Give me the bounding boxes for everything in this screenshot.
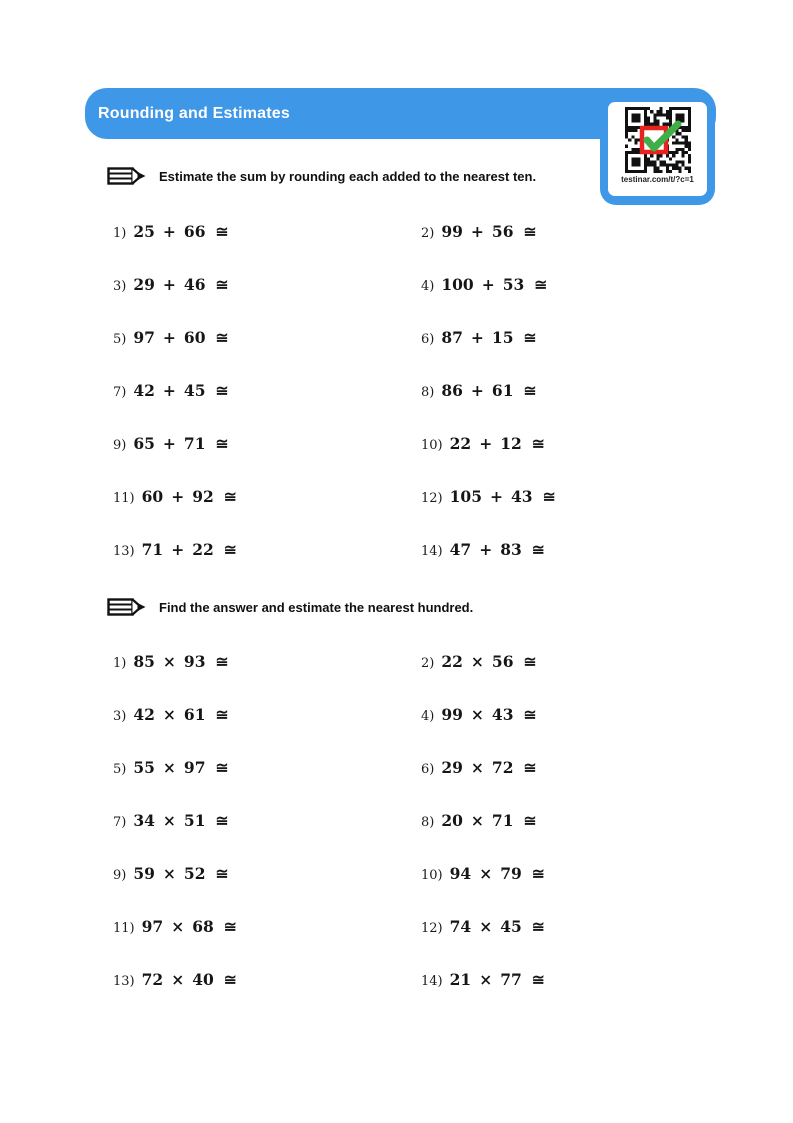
problem-item [421,222,733,241]
problem-item [421,652,733,671]
problem-number: 13) [113,974,135,989]
problem-number: 10) [421,868,443,883]
problem-number: 7) [113,815,127,830]
problem-expression: 94 × 79 ≅ [449,864,545,883]
problem-item [113,758,421,777]
problem-expression: 99 × 43 ≅ [441,705,537,724]
problem-item [421,864,733,883]
section2-instruction-text: Find the answer and estimate the nearest hundred. [159,599,474,615]
section1-instruction [107,163,536,189]
problem-expression: 86 + 61 ≅ [441,381,537,400]
pencil-icon [107,163,147,189]
problem-item [113,381,421,400]
qr-code-card [608,102,707,196]
problem-item [113,652,421,671]
problem-item [421,758,733,777]
pencil-icon [107,594,147,620]
problem-expression: 100 + 53 ≅ [441,275,548,294]
problem-expression: 42 + 45 ≅ [133,381,229,400]
problem-number: 2) [421,656,435,671]
problem-number: 6) [421,762,435,777]
problem-item [113,811,421,830]
problem-item [421,917,733,936]
problem-expression: 22 + 12 ≅ [449,434,545,453]
problem-item [421,275,733,294]
problem-number: 11) [113,491,135,506]
problem-item [113,222,421,241]
problem-item [113,917,421,936]
problem-expression: 42 × 61 ≅ [133,705,229,724]
page-title: Rounding and Estimates [98,104,290,122]
problem-item [421,705,733,724]
problem-item [113,487,421,506]
problem-item [113,970,421,989]
problem-expression: 20 × 71 ≅ [441,811,537,830]
problem-item [421,811,733,830]
problem-expression: 72 × 40 ≅ [141,970,237,989]
problem-expression: 22 × 56 ≅ [441,652,537,671]
problem-number: 14) [421,974,443,989]
problem-expression: 74 × 45 ≅ [449,917,545,936]
problem-expression: 29 × 72 ≅ [441,758,537,777]
problem-expression: 99 + 56 ≅ [441,222,537,241]
problem-item [421,434,733,453]
section2-instruction [107,594,473,620]
problem-item [113,540,421,559]
qr-code-block [600,93,715,205]
section1-problem-grid [113,205,733,576]
problem-number: 9) [113,868,127,883]
problem-expression: 65 + 71 ≅ [133,434,229,453]
problem-number: 12) [421,491,443,506]
qr-code-icon [623,107,693,173]
problem-number: 8) [421,385,435,400]
problem-expression: 29 + 46 ≅ [133,275,229,294]
qr-link-label: testinar.com/t/?c=1 [621,175,694,184]
problem-number: 8) [421,815,435,830]
problem-item [113,434,421,453]
problem-expression: 97 × 68 ≅ [141,917,237,936]
problem-item [113,328,421,347]
problem-number: 1) [113,656,127,671]
problem-number: 12) [421,921,443,936]
problem-expression: 47 + 83 ≅ [449,540,545,559]
problem-expression: 60 + 92 ≅ [141,487,237,506]
problem-number: 3) [113,709,127,724]
section1-instruction-text: Estimate the sum by rounding each added to the nearest ten. [159,168,537,184]
problem-number: 5) [113,332,127,347]
problem-expression: 21 × 77 ≅ [449,970,545,989]
problem-number: 5) [113,762,127,777]
problem-expression: 25 + 66 ≅ [133,222,229,241]
problem-item [113,705,421,724]
problem-expression: 105 + 43 ≅ [449,487,556,506]
problem-number: 4) [421,709,435,724]
problem-expression: 59 × 52 ≅ [133,864,229,883]
problem-expression: 85 × 93 ≅ [133,652,229,671]
problem-item [421,487,733,506]
section2-problem-grid [113,635,733,1006]
problem-number: 14) [421,544,443,559]
problem-number: 9) [113,438,127,453]
problem-expression: 55 × 97 ≅ [133,758,229,777]
problem-expression: 97 + 60 ≅ [133,328,229,347]
problem-number: 4) [421,279,435,294]
problem-number: 10) [421,438,443,453]
problem-expression: 71 + 22 ≅ [141,540,237,559]
problem-number: 1) [113,226,127,241]
problem-number: 7) [113,385,127,400]
problem-item [421,381,733,400]
problem-number: 13) [113,544,135,559]
problem-number: 6) [421,332,435,347]
problem-number: 2) [421,226,435,241]
problem-item [421,970,733,989]
problem-expression: 87 + 15 ≅ [441,328,537,347]
problem-number: 11) [113,921,135,936]
problem-item [113,275,421,294]
problem-item [421,328,733,347]
problem-expression: 34 × 51 ≅ [133,811,229,830]
problem-item [421,540,733,559]
problem-number: 3) [113,279,127,294]
problem-item [113,864,421,883]
